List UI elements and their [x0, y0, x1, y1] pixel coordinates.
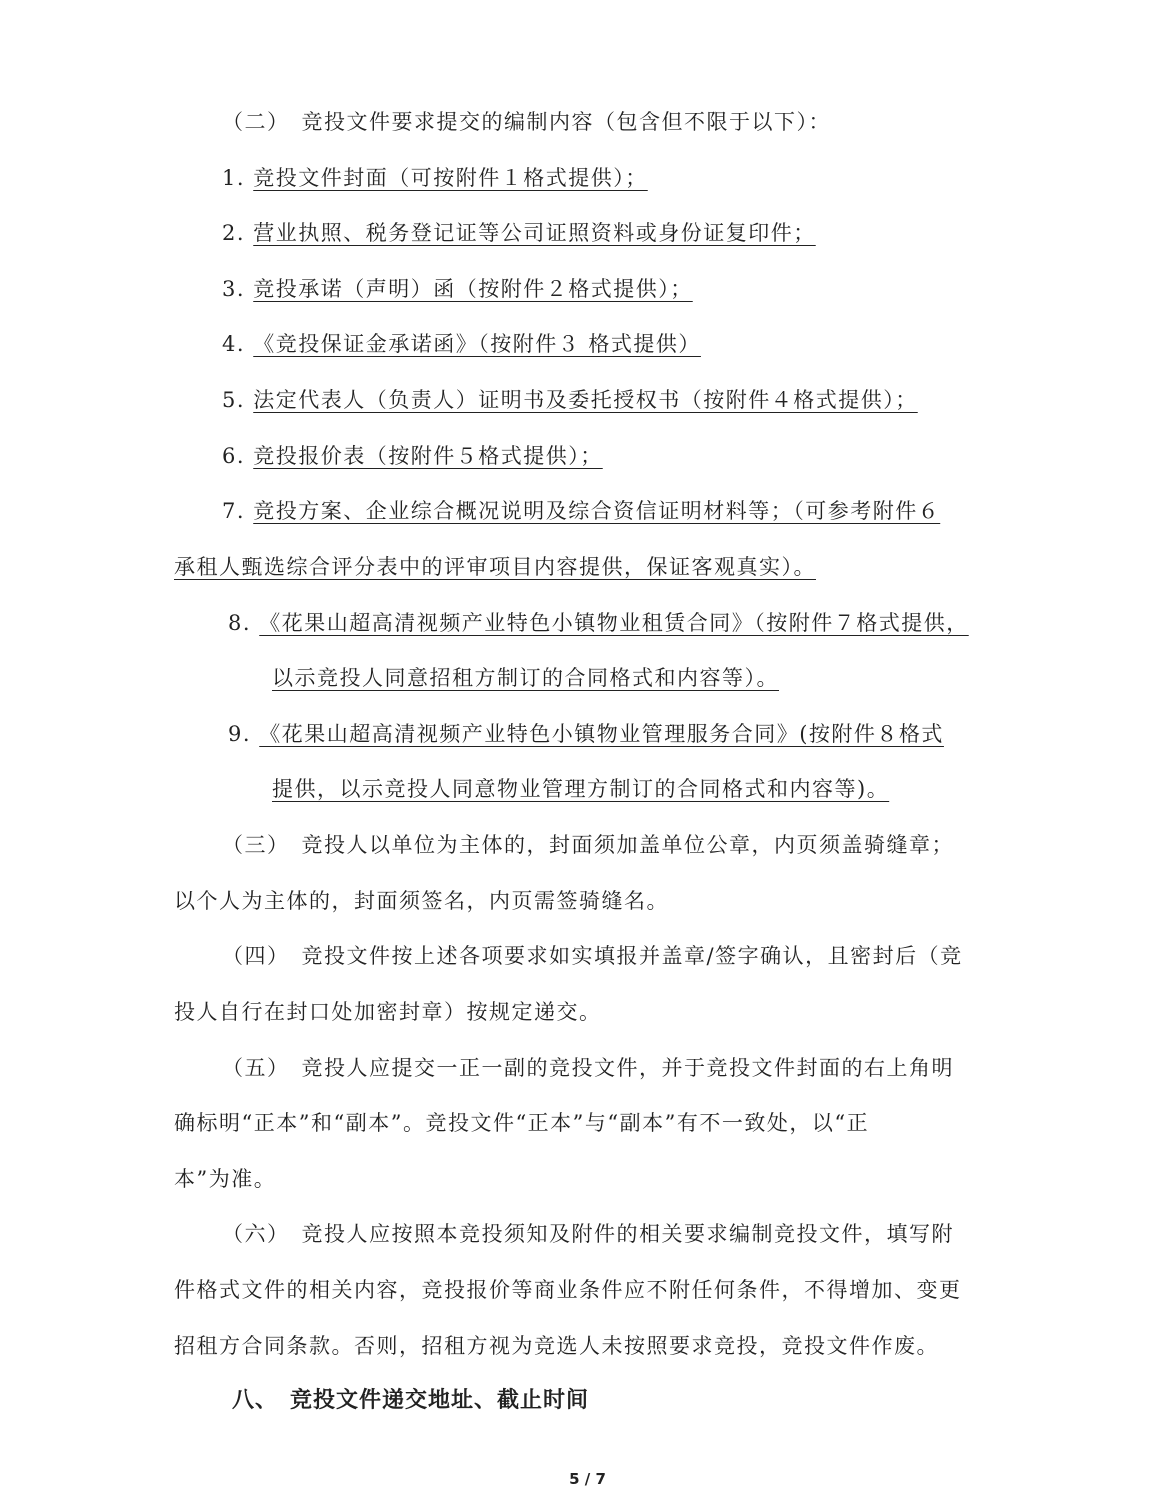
list-item-1: [222, 164, 648, 192]
list-item-text: 竞投报价表（按附件５格式提供）；: [253, 444, 603, 468]
section-3-line-1: （三） 竞投人以单位为主体的，封面须加盖单位公章，内页须盖骑缝章；: [222, 833, 954, 857]
list-item-text: 营业执照、税务登记证等公司证照资料或身份证复印件；: [253, 221, 816, 245]
section-6-line-2: 件格式文件的相关内容，竞投报价等商业条件应不附任何条件，不得增加、变更: [174, 1278, 962, 1302]
section-8-heading: 八、 竞投文件递交地址、截止时间: [232, 1388, 590, 1413]
list-item-number: 6.: [222, 444, 246, 468]
list-item-6: [222, 442, 603, 470]
list-item-7-continuation: 承租人甄选综合评分表中的评审项目内容提供，保证客观真实）。: [174, 555, 816, 579]
list-item-text: 竞投承诺（声明）函（按附件２格式提供）；: [253, 277, 693, 301]
list-item-text: 法定代表人（负责人）证明书及委托授权书（按附件４格式提供）；: [253, 388, 918, 412]
section-5-line-1: （五） 竞投人应提交一正一副的竞投文件，并于竞投文件封面的右上角明: [222, 1056, 954, 1080]
list-item-number: 1.: [222, 166, 246, 190]
list-item-number: 9.: [228, 722, 252, 746]
section-3-line-2: 以个人为主体的，封面须签名，内页需签骑缝名。: [174, 889, 669, 913]
list-item-5: [222, 386, 918, 414]
list-item-9-continuation: 提供，以示竞投人同意物业管理方制订的合同格式和内容等)。: [272, 777, 890, 801]
list-item-2: [222, 219, 816, 247]
list-item-number: 5.: [222, 388, 246, 412]
list-item-text: 《花果山超高清视频产业特色小镇物业租赁合同》（按附件７格式提供，: [259, 611, 969, 635]
list-item-number: 3.: [222, 277, 246, 301]
list-item-7: [222, 497, 940, 525]
list-item-number: 2.: [222, 221, 246, 245]
section-6-line-1: （六） 竞投人应按照本竞投须知及附件的相关要求编制竞投文件，填写附: [222, 1222, 954, 1246]
list-item-8-continuation: 以示竞投人同意招租方制订的合同格式和内容等）。: [272, 666, 779, 690]
list-item-9: [228, 720, 944, 748]
list-item-number: 7.: [222, 499, 246, 523]
list-item-text: 竞投方案、企业综合概况说明及综合资信证明材料等；（可参考附件６: [253, 499, 941, 523]
section-5-line-3: 本”为准。: [174, 1167, 277, 1191]
section-4-line-2: 投人自行在封口处加密封章）按规定递交。: [174, 1000, 602, 1024]
page-number: 5 / 7: [569, 1470, 606, 1488]
list-item-3: [222, 275, 693, 303]
list-item-text: 《竞投保证金承诺函》（按附件３ 格式提供）: [253, 332, 701, 356]
list-item-text: 竞投文件封面（可按附件１格式提供）；: [253, 166, 648, 190]
section-5-line-2: 确标明“正本”和“副本”。竞投文件“正本”与“副本”有不一致处，以“正: [174, 1111, 870, 1135]
section-4-line-1: （四） 竞投文件按上述各项要求如实填报并盖章/签字确认，且密封后（竞: [222, 944, 963, 968]
list-item-number: 8.: [228, 611, 252, 635]
list-item-8: [228, 609, 969, 637]
list-item-text: 《花果山超高清视频产业特色小镇物业管理服务合同》(按附件８格式: [259, 722, 944, 746]
section-2-heading: （二） 竞投文件要求提交的编制内容（包含但不限于以下）：: [222, 110, 831, 134]
list-item-4: [222, 330, 701, 358]
list-item-number: 4.: [222, 332, 246, 356]
section-6-line-3: 招租方合同条款。否则，招租方视为竞选人未按照要求竞投，竞投文件作废。: [174, 1334, 939, 1358]
